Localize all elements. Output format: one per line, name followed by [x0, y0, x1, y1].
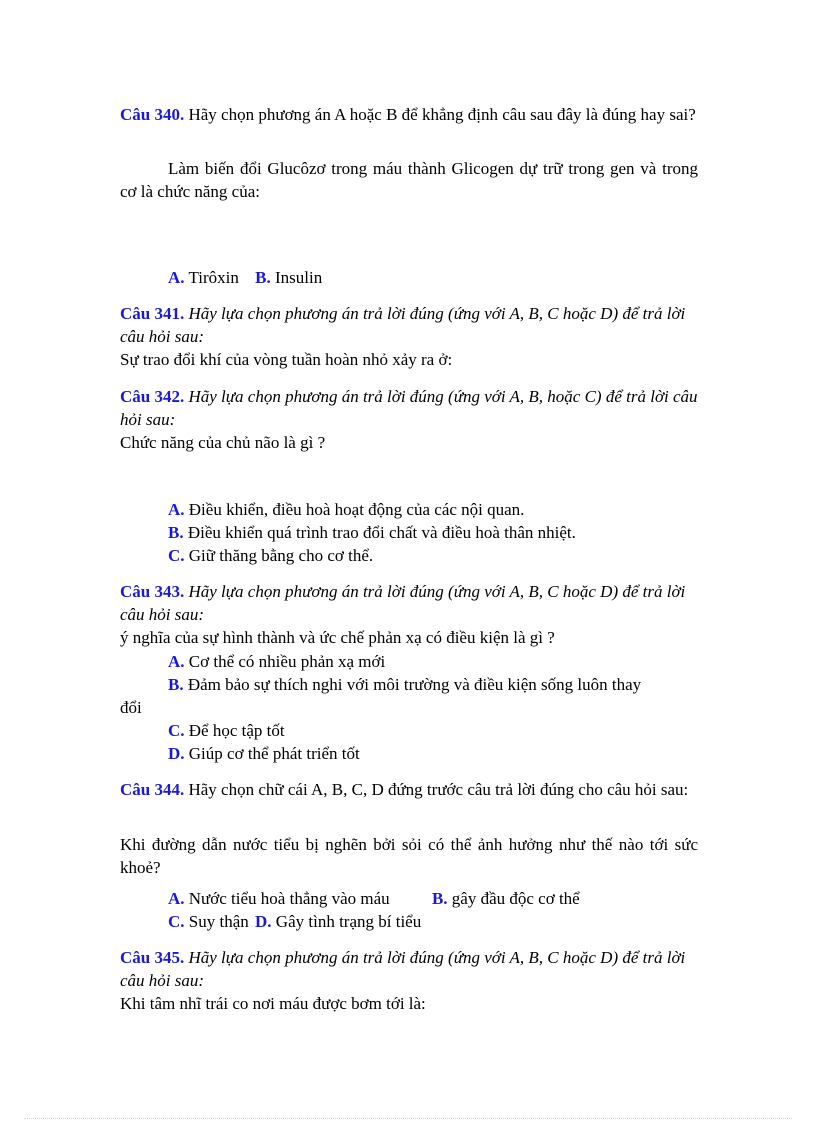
question-number: Câu 344. — [120, 780, 185, 799]
option-a — [168, 650, 385, 673]
question-number: Câu 345. — [120, 948, 185, 967]
question-text: Hãy chọn phương án A hoặc B để khẳng định câu sau đây là đúng hay sai? — [188, 105, 696, 124]
option-letter: C. — [168, 912, 185, 931]
option-letter: B. — [168, 523, 184, 542]
option-letter: A. — [168, 268, 185, 287]
option-letter: B. — [431, 889, 448, 908]
question-stem: Sự trao đổi khí của vòng tuần hoàn nhỏ xảy ra ở: — [120, 350, 453, 369]
option-text: Cơ thể có nhiều phản xạ mới — [188, 652, 386, 671]
option-text: Tirôxin — [188, 268, 239, 287]
question-stem: Chức năng của chủ não là gì ? — [120, 433, 326, 452]
question-number: Câu 341. — [120, 304, 185, 323]
question-number: Câu 342. — [120, 387, 185, 406]
option-letter: C. — [168, 721, 185, 740]
option-text: gây đầu độc cơ thể — [451, 889, 580, 908]
question-340-stem: Làm biến đổi Glucôzơ trong máu thành Glicogen dự trữ trong gen và trong cơ là chức năng của: — [120, 159, 698, 201]
document-page — [120, 0, 698, 1123]
option-letter: A. — [168, 500, 185, 519]
option-row-ab — [168, 887, 580, 910]
option-b — [168, 521, 576, 544]
question-342 — [120, 385, 698, 454]
option-row-cd — [168, 910, 421, 933]
question-340 — [120, 103, 698, 126]
question-text: Hãy chọn chữ cái A, B, C, D đứng trước câu trả lời đúng cho câu hỏi sau: — [188, 780, 689, 799]
option-text: Suy thận — [188, 912, 249, 931]
option-text: Để học tập tốt — [188, 721, 285, 740]
option-letter: A. — [168, 652, 185, 671]
option-c — [168, 719, 285, 742]
page-bottom-divider — [24, 1118, 792, 1119]
option-text: Đảm bảo sự thích nghi với môi trường và điều kiện sống luôn thay — [187, 675, 642, 694]
question-340-options — [168, 266, 322, 289]
option-c — [168, 544, 373, 567]
question-stem: ý nghĩa của sự hình thành và ức chế phản xạ có điều kiện là gì ? — [120, 628, 555, 647]
question-instruction: Hãy lựa chọn phương án trả lời đúng (ứng với A, B, C hoặc D) để trả lời câu hỏi sau: — [120, 582, 686, 624]
option-text: Điều khiển, điều hoà hoạt động của các nội quan. — [188, 500, 525, 519]
option-letter: B. — [168, 675, 184, 694]
option-letter: B. — [255, 268, 271, 287]
question-number: Câu 340. — [120, 105, 185, 124]
option-letter: A. — [168, 889, 185, 908]
question-344-stem: Khi đường dẫn nước tiểu bị nghẽn bởi sỏi có thể ảnh hưởng như thế nào tới sức khoẻ? — [120, 835, 698, 877]
option-b-continuation: đổi — [120, 698, 142, 717]
option-text: Insulin — [274, 268, 323, 287]
question-341 — [120, 302, 698, 371]
question-344 — [120, 778, 698, 801]
question-stem: Khi tâm nhĩ trái co nơi máu được bơm tới là: — [120, 994, 426, 1013]
option-text: Giữ thăng bằng cho cơ thể. — [188, 546, 374, 565]
option-text: Nước tiểu hoà thẳng vào máu — [188, 889, 390, 908]
question-343 — [120, 580, 698, 649]
option-text: Giúp cơ thể phát triển tốt — [188, 744, 360, 763]
question-345 — [120, 946, 698, 1015]
option-b — [168, 673, 641, 696]
option-a — [168, 498, 524, 521]
option-letter: C. — [168, 546, 185, 565]
question-instruction: Hãy lựa chọn phương án trả lời đúng (ứng với A, B, C hoặc D) để trả lời câu hỏi sau: — [120, 304, 686, 346]
question-instruction: Hãy lựa chọn phương án trả lời đúng (ứng với A, B, hoặc C) để trả lời câu hỏi sau: — [120, 387, 698, 429]
option-letter: D. — [255, 912, 272, 931]
question-instruction: Hãy lựa chọn phương án trả lời đúng (ứng với A, B, C hoặc D) để trả lời câu hỏi sau: — [120, 948, 686, 990]
option-text: Điều khiển quá trình trao đổi chất và điều hoà thân nhiệt. — [187, 523, 576, 542]
option-text: Gây tình trạng bí tiểu — [275, 912, 422, 931]
option-d — [168, 742, 360, 765]
question-number: Câu 343. — [120, 582, 185, 601]
option-letter: D. — [168, 744, 185, 763]
